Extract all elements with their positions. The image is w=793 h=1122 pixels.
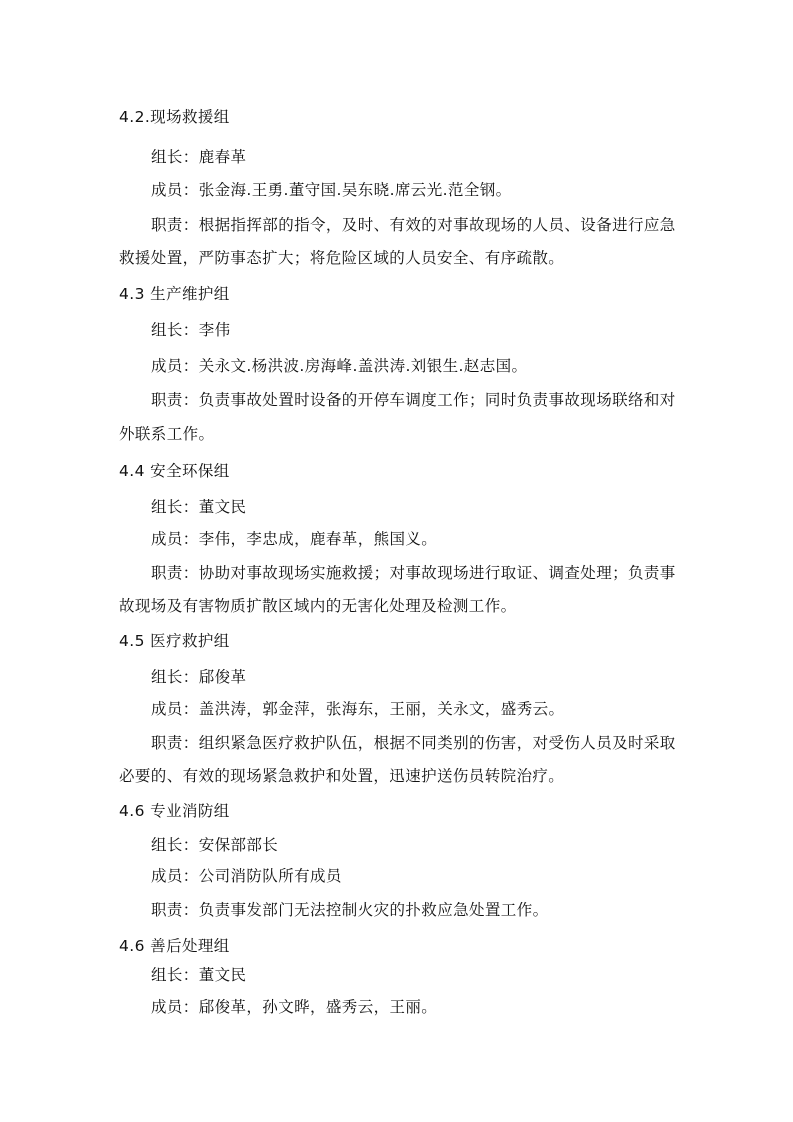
duty-line-cont: 故现场及有害物质扩散区域内的无害化处理及检测工作。 [119, 597, 517, 615]
members-line: 成员：公司消防队所有成员 [151, 867, 342, 885]
members-line: 成员：李伟，李忠成，鹿春革，熊国义。 [151, 530, 438, 548]
members-line: 成员：郈俊革，孙文晔，盛秀云，王丽。 [151, 998, 438, 1016]
duty-line: 职责：组织紧急医疗救护队伍，根据不同类别的伤害，对受伤人员及时采取 [151, 734, 676, 752]
duty-line: 职责：协助对事故现场实施救援；对事故现场进行取证、调查处理；负责事 [151, 564, 676, 582]
duty-line-cont: 外联系工作。 [119, 425, 215, 443]
leader-line: 组长：鹿春革 [151, 148, 247, 166]
duty-line-cont: 救援处置，严防事态扩大；将危险区域的人员安全、有序疏散。 [119, 249, 565, 267]
section-heading: 4.6 善后处理组 [119, 937, 230, 955]
section-heading: 4.4 安全环保组 [119, 462, 230, 480]
duty-line: 职责：负责事故处置时设备的开停车调度工作；同时负责事故现场联络和对 [151, 391, 676, 409]
leader-line: 组长：董文民 [151, 498, 247, 516]
leader-line: 组长：董文民 [151, 966, 247, 984]
leader-line: 组长：郈俊革 [151, 668, 247, 686]
section-heading: 4.5 医疗救护组 [119, 632, 230, 650]
leader-line: 组长：李伟 [151, 321, 231, 339]
section-heading: 4.3 生产维护组 [119, 285, 230, 303]
members-line: 成员：关永文.杨洪波.房海峰.盖洪涛.刘银生.赵志国。 [151, 357, 528, 375]
members-line: 成员：张金海.王勇.董守国.吴东晓.席云光.范全钢。 [151, 181, 512, 199]
duty-line-cont: 必要的、有效的现场紧急救护和处置，迅速护送伤员转院治疗。 [119, 767, 565, 785]
duty-line: 职责：负责事发部门无法控制火灾的扑救应急处置工作。 [151, 901, 549, 919]
section-heading: 4.2.现场救援组 [119, 108, 230, 126]
leader-line: 组长：安保部部长 [151, 836, 279, 854]
members-line: 成员：盖洪涛，郭金萍，张海东，王丽，关永文，盛秀云。 [151, 700, 565, 718]
section-heading: 4.6 专业消防组 [119, 802, 230, 820]
duty-line: 职责：根据指挥部的指令，及时、有效的对事故现场的人员、设备进行应急 [151, 216, 676, 234]
